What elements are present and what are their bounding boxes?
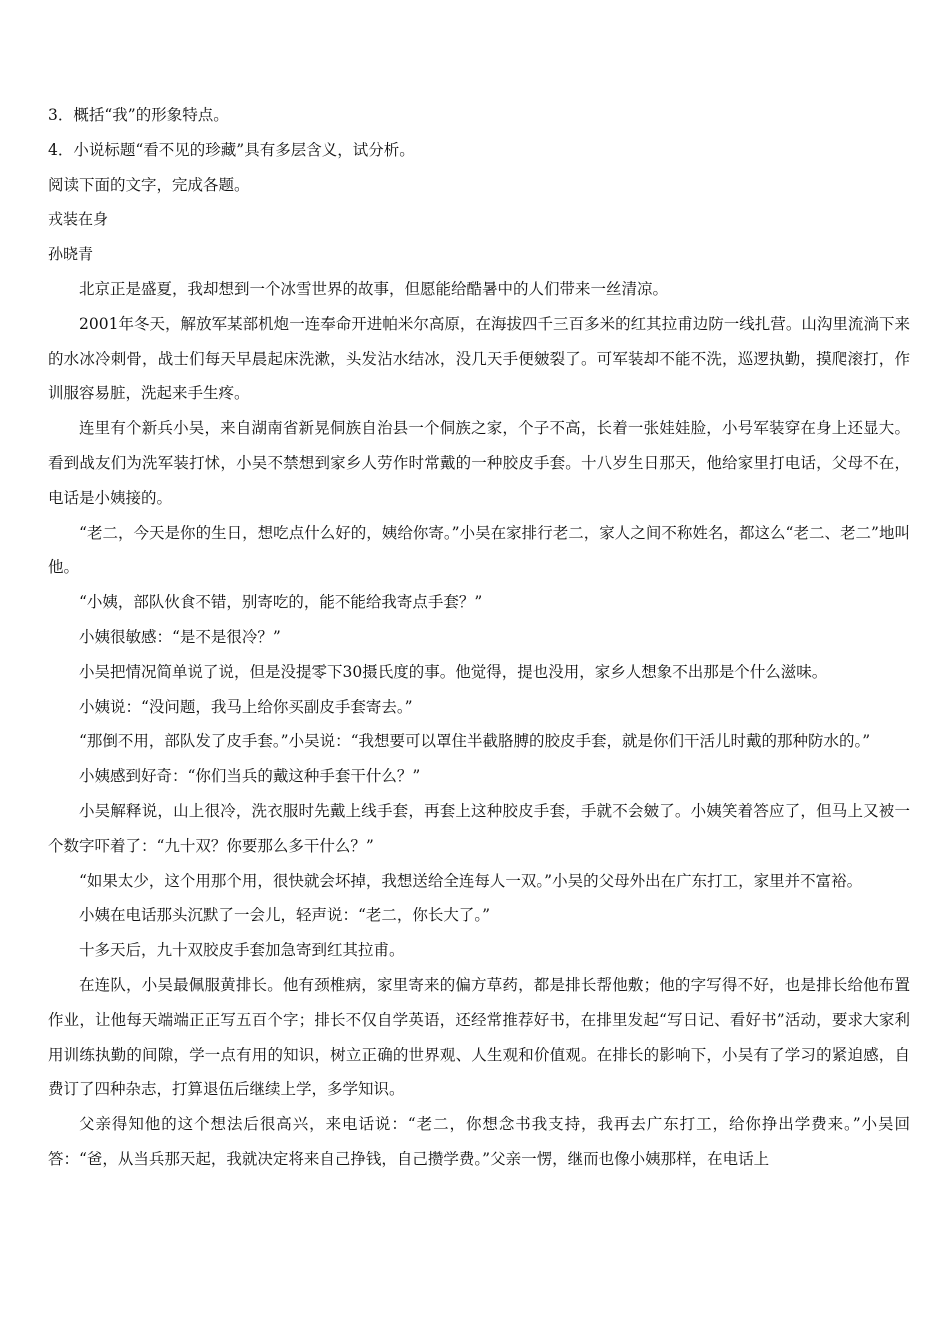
story-paragraph: “老二，今天是你的生日，想吃点什么好的，姨给你寄。”小吴在家排行老二，家人之间不称姓名，都这么“老二、老二”地叫他。 bbox=[48, 523, 910, 577]
story-author: 孙晓青 bbox=[48, 245, 94, 264]
story-paragraph: 小吴解释说，山上很冷，洗衣服时先戴上线手套，再套上这种胶皮手套，手就不会皴了。小姨笑着答应了，但马上又被一个数字吓着了：“九十双？你要那么多干什么？” bbox=[48, 801, 910, 855]
story-paragraph: 小姨在电话那头沉默了一会儿，轻声说：“老二，你长大了。” bbox=[79, 906, 491, 925]
document-page bbox=[48, 98, 910, 1177]
story-paragraph: 北京正是盛夏，我却想到一个冰雪世界的故事，但愿能给酷暑中的人们带来一丝清凉。 bbox=[79, 279, 669, 298]
story-paragraph: 连里有个新兵小吴，来自湖南省新晃侗族自治县一个侗族之家，个子不高，长着一张娃娃脸，小号军装穿在身上还显大。看到战友们为洗军装打怵，小吴不禁想到家乡人劳作时常戴的一种胶皮手套。十八岁生日那天，他给家里打电话，父母不在，电话是小姨接的。 bbox=[48, 419, 910, 507]
story-paragraph: 在连队，小吴最佩服黄排长。他有颈椎病，家里寄来的偏方草药，都是排长帮他敷；他的字写得不好，也是排长给他布置作业，让他每天端端正正写五百个字；排长不仅自学英语，还经常推荐好书，在排里发起“写日记、看好书”活动，要求大家利用训练执勤的间隙，学一点有用的知识，树立正确的世界观、人生观和价值观。在排长的影响下，小吴有了学习的紧迫感，自费订了四种杂志，打算退伍后继续上学，多学知识。 bbox=[48, 975, 910, 1099]
question-4: 4．小说标题“看不见的珍藏”具有多层含义，试分析。 bbox=[48, 140, 415, 159]
story-paragraph: 小吴把情况简单说了说，但是没提零下30摄氏度的事。他觉得，提也没用，家乡人想象不出那是个什么滋味。 bbox=[79, 662, 828, 681]
story-paragraph: “那倒不用，部队发了皮手套。”小吴说：“我想要可以罩住半截胳膊的胶皮手套，就是你们干活儿时戴的那种防水的。” bbox=[79, 732, 871, 751]
story-paragraph: 小姨很敏感：“是不是很冷？” bbox=[79, 627, 281, 646]
story-paragraph: “如果太少，这个用那个用，很快就会坏掉，我想送给全连每人一双。”小吴的父母外出在广东打工，家里并不富裕。 bbox=[79, 871, 863, 890]
story-paragraph: 十多天后，九十双胶皮手套加急寄到红其拉甫。 bbox=[79, 941, 405, 960]
story-paragraph: 小姨感到好奇：“你们当兵的戴这种手套干什么？” bbox=[79, 767, 421, 786]
story-paragraph: 2001年冬天，解放军某部机炮一连奉命开进帕米尔高原，在海拔四千三百多米的红其拉甫边防一线扎营。山沟里流淌下来的水冰冷刺骨，战士们每天早晨起床洗漱，头发沾水结冰，没几天手便皴裂了。可军装却不能不洗，巡逻执勤，摸爬滚打，作训服容易脏，洗起来手生疼。 bbox=[48, 314, 910, 403]
reading-instruction: 阅读下面的文字，完成各题。 bbox=[48, 175, 250, 194]
story-paragraph: 父亲得知他的这个想法后很高兴，来电话说：“老二，你想念书我支持，我再去广东打工，给你挣出学费来。”小吴回答：“爸，从当兵那天起，我就决定将来自己挣钱，自己攒学费。”父亲一愣，继而也像小姨那样，在电话上 bbox=[48, 1115, 910, 1168]
question-3: 3．概括“我”的形象特点。 bbox=[48, 106, 229, 124]
story-paragraph: “小姨，部队伙食不错，别寄吃的，能不能给我寄点手套？” bbox=[79, 593, 483, 612]
story-paragraph: 小姨说：“没问题，我马上给你买副皮手套寄去。” bbox=[79, 697, 413, 716]
story-title: 戎装在身 bbox=[48, 210, 109, 229]
